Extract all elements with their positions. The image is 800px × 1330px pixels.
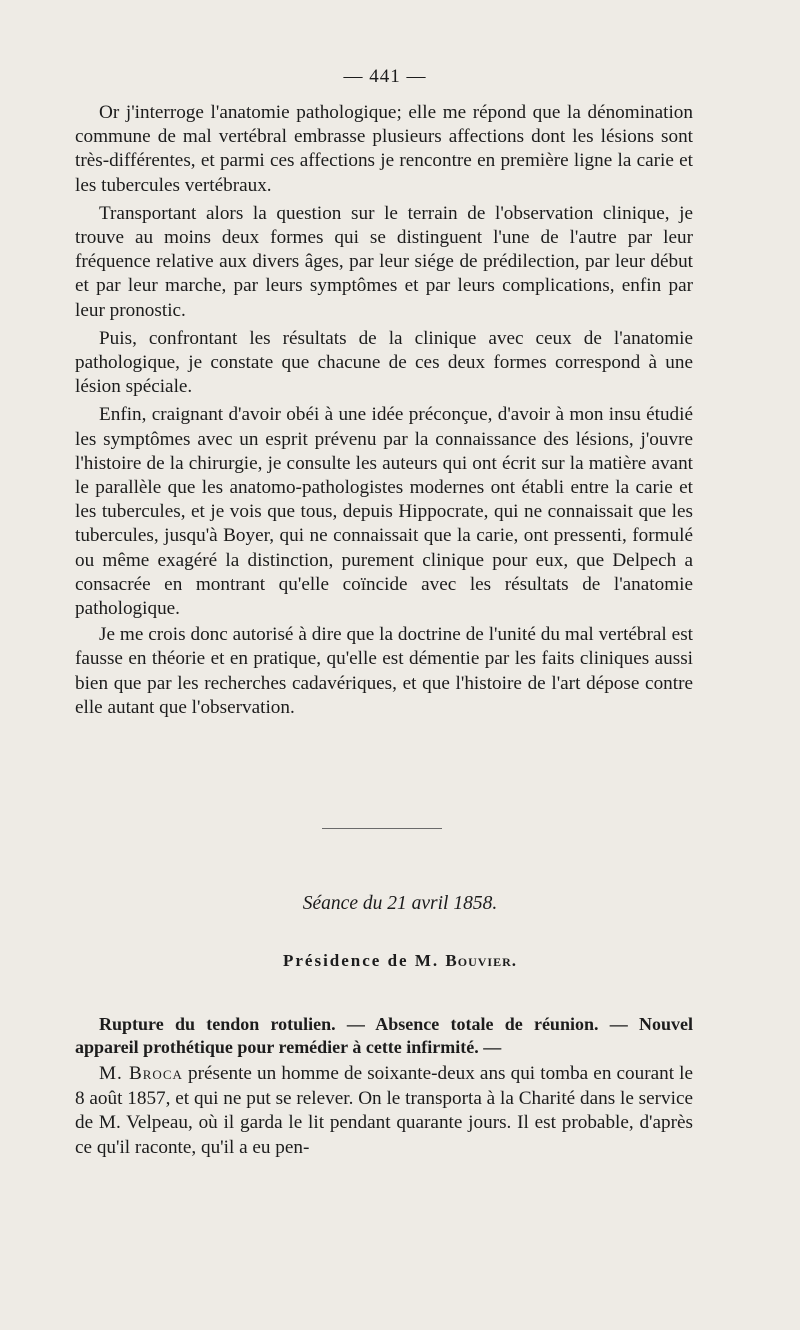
section-heading: Rupture du tendon rotulien. — Absence totale de réunion. — Nouvel appareil prothétique pour remédier à cette infirmité. — [75,1014,693,1057]
section-body [75,1062,693,1160]
paragraph-anatomie: Or j'interroge l'anatomie pathologique; elle me répond que la dénomination commune de mal vertébral embrasse plusieurs affections dont les lésions sont très-différentes, et parmi ces affections je rencontre en première ligne la carie et les tubercules vertébraux. [75,102,693,196]
section-divider [322,828,442,829]
session-date: Séance du 21 avril 1858. [302,893,498,914]
section-text-block [75,1013,693,1160]
speaker-name: M. Broca [99,1063,183,1084]
paragraph-histoire: Enfin, craignant d'avoir obéi à une idée préconçue, d'avoir à mon insu étudié les symptômes avec un esprit prévenu par la connaissance des lésions, j'ouvre l'histoire de la chirurgie, je consulte les auteurs qui ont écrit sur la matière avant le parallèle que les anatomo-pathologistes modernes ont établi entre la carie et les tubercules, et je vois que tous, depuis Hippocrate, qui ne connaissait que les tubercules, jusqu'à Boyer, qui ne connaissait que la carie, ont pressenti, formulé ou même exagéré la distinction, purement clinique pour eux, que Delpech a consacrée en montrant qu'elle coïncide avec les résultats de l'anatomie pathologique. [75,404,693,620]
paragraph-clinique: Transportant alors la question sur le terrain de l'observation clinique, je trouve au moins deux formes qui se distinguent l'une de l'autre par leur fréquence relative aux divers âges, par leur siége de prédilection, par leur début et par leur marche, par leurs symptômes et par leurs complications, enfin par leur pronostic. [75,202,693,321]
presidence-line [0,951,800,971]
paragraph-confrontation: Puis, confrontant les résultats de la clinique avec ceux de l'anatomie pathologique, je constate que chacune de ces deux formes correspond à une lésion spéciale. [75,327,693,398]
main-text-block [75,101,693,720]
paragraph-conclusion: Je me crois donc autorisé à dire que la doctrine de l'unité du mal vertébral est fausse en théorie et en pratique, qu'elle est démentie par les faits cliniques aussi bien que par les recherches cadavériques, et que l'histoire de l'art dépose contre elle autant que l'observation. [75,624,693,718]
page-number: — 441 — [343,66,427,87]
section-body-text: présente un homme de soixante-deux ans qui tomba en courant le 8 août 1857, et qui ne put se relever. On le transporta à la Charité dans le service de M. Velpeau, où il garda le lit pendant quarante jours. Il est probable, d'après ce qu'il raconte, qu'il a eu pen- [75,1063,694,1158]
president-name: Bouvier. [445,951,517,970]
presidence-prefix: Présidence de M. [282,951,446,970]
